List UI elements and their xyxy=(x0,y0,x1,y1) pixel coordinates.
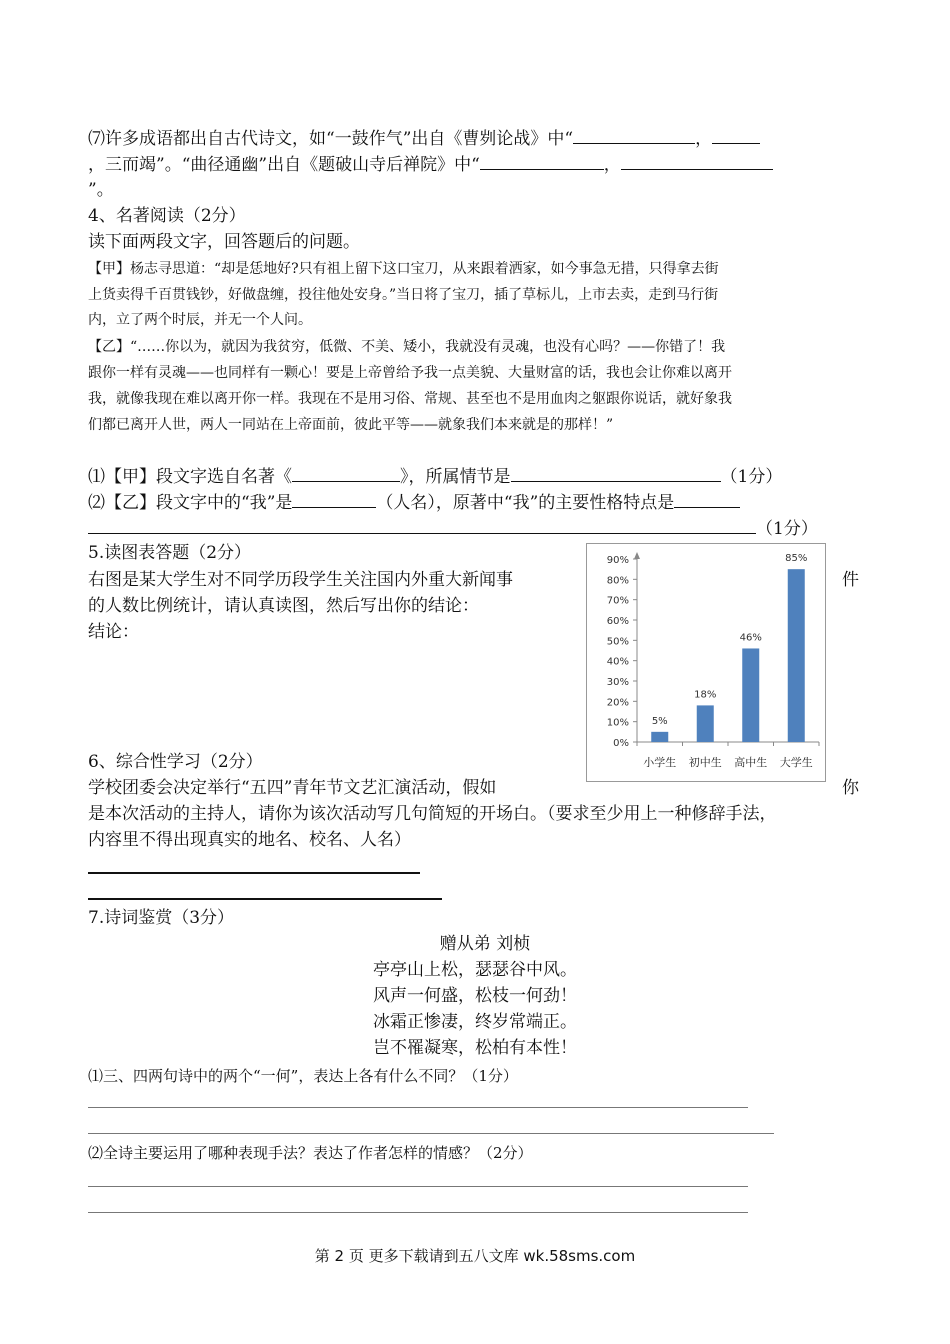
data-label: 18% xyxy=(694,689,717,701)
bar-初中生 xyxy=(697,705,714,742)
y-tick-label: 0% xyxy=(613,738,629,749)
q7-sub1: ⑴三、四两句诗中的两个“一何”，表达上各有什么不同？（1分） xyxy=(88,1067,518,1085)
passage-jia-line: 上货卖得千百贯钱钞，好做盘缠，投往他处安身。”当日将了宝刀，插了草标儿，上市去卖，走到马行街 xyxy=(88,287,719,303)
y-tick-label: 90% xyxy=(606,555,629,566)
q4-sub1-text: ⑴【甲】段文字选自名著《 xyxy=(88,467,292,487)
answer-line[interactable] xyxy=(88,1133,774,1134)
passage-yi-line: 【乙】“……你以为，就因为我贫穷，低微、不美、矮小，我就没有灵魂，也没有心吗？——你错了！我 xyxy=(88,339,726,355)
passage-jia-line: 内，立了两个时辰，并无一个人问。 xyxy=(88,312,312,328)
q6-text: 是本次活动的主持人，请你为该次活动写几句简短的开场白。（要求至少用上一种修辞手法， xyxy=(88,804,777,824)
q4-sub2-text: ⑵【乙】段文字中的“我”是 xyxy=(88,493,293,513)
trait-blank[interactable] xyxy=(674,491,740,508)
answer-blank[interactable] xyxy=(573,127,695,144)
x-category-label: 大学生 xyxy=(779,756,813,769)
y-tick-label: 80% xyxy=(606,575,629,587)
q4-sub1 xyxy=(88,465,782,488)
comma: ， xyxy=(695,129,713,149)
book-title-blank[interactable] xyxy=(292,465,400,482)
data-label: 46% xyxy=(739,632,762,644)
q3-7-text: ⑺许多成语都出自古代诗文，如“一鼓作气”出自《曹刿论战》中“ xyxy=(88,129,574,149)
poem-line: 岂不罹凝寒，松柏有本性！ xyxy=(373,1038,577,1058)
passage-yi-line: 跟你一样有灵魂——也同样有一颗心！要是上帝曾给予我一点美貌、大量财富的话，我也会让你难以离开 xyxy=(88,365,732,381)
q7-heading: 7.诗词鉴赏（3分） xyxy=(88,908,235,928)
answer-blank[interactable] xyxy=(480,153,604,170)
q4-sub1-text: 》，所属情节是 xyxy=(400,467,511,487)
score: （1分） xyxy=(720,467,783,487)
x-category-label: 高中生 xyxy=(734,756,768,769)
poem-line: 冰霜正惨凄，终岁常端正。 xyxy=(373,1012,577,1032)
q5-text: 的人数比例统计，请认真读图，然后写出你的结论： xyxy=(88,596,479,616)
y-tick-label: 50% xyxy=(606,636,629,648)
passage-jia-line: 【甲】杨志寻思道：“却是恁地好?只有祖上留下这口宝刀，从来跟着洒家，如今事急无措，只得拿去街 xyxy=(88,261,719,277)
answer-line[interactable] xyxy=(88,898,442,900)
answer-line[interactable] xyxy=(88,1186,748,1187)
q6-heading: 6、综合性学习（2分） xyxy=(88,752,263,772)
trait-blank-cont[interactable] xyxy=(88,517,756,534)
answer-blank[interactable] xyxy=(621,153,773,170)
q3-7-text: ，三而竭”。“曲径通幽”出自《题破山寺后禅院》中“ xyxy=(88,155,480,175)
data-label: 85% xyxy=(785,553,808,565)
y-tick-label: 70% xyxy=(606,595,629,607)
plot-blank[interactable] xyxy=(511,465,721,482)
answer-line[interactable] xyxy=(88,872,420,874)
y-tick-label: 40% xyxy=(606,656,629,668)
q3-7-line3: ”。 xyxy=(88,180,114,200)
poem-line: 亭亭山上松，瑟瑟谷中风。 xyxy=(373,960,577,980)
chart-canvas xyxy=(587,544,827,783)
q5-text-end: 件 xyxy=(842,570,859,590)
name-blank[interactable] xyxy=(292,491,376,508)
page-footer: 第 2 页 更多下载请到五八文库 wk.58sms.com xyxy=(314,1247,636,1265)
x-category-label: 小学生 xyxy=(643,756,677,769)
comma: ， xyxy=(603,155,621,175)
passage-yi-line: 们都已离开人世，两人一同站在上帝面前，彼此平等——就象我们本来就是的那样！” xyxy=(88,417,614,433)
q3-7-line2 xyxy=(88,153,773,176)
q6-text-end: 你 xyxy=(842,778,859,798)
poem-line: 风声一何盛，松枝一何劲！ xyxy=(373,986,577,1006)
answer-line[interactable] xyxy=(88,1107,748,1108)
bar-高中生 xyxy=(742,648,759,742)
q3-7-line1 xyxy=(88,127,760,150)
q4-intro: 读下面两段文字，回答题后的问题。 xyxy=(88,232,360,252)
q4-heading: 4、名著阅读（2分） xyxy=(88,206,246,226)
q5-text: 右图是某大学生对不同学历段学生关注国内外重大新闻事 xyxy=(88,570,513,590)
y-tick-label: 20% xyxy=(606,697,629,709)
q4-sub2 xyxy=(88,491,740,514)
x-category-label: 初中生 xyxy=(688,756,722,769)
q6-text: 内容里不得出现真实的地名、校名、人名） xyxy=(88,830,411,850)
y-axis-arrow xyxy=(634,552,640,559)
q7-sub2: ⑵全诗主要运用了哪种表现手法？表达了作者怎样的情感？（2分） xyxy=(88,1144,533,1162)
y-tick-label: 60% xyxy=(606,616,629,627)
data-label: 5% xyxy=(651,715,668,727)
q6-text: 学校团委会决定举行“五四”青年节文艺汇演活动，假如 xyxy=(88,778,497,798)
passage-yi-line: 我，就像我现在难以离开你一样。我现在不是用习俗、常规、甚至也不是用血肉之躯跟你说话，就好象我 xyxy=(88,391,732,407)
answer-blank[interactable] xyxy=(712,127,760,144)
y-tick-label: 10% xyxy=(606,717,629,729)
poem-title: 赠从弟 刘桢 xyxy=(439,934,531,954)
y-tick-label: 30% xyxy=(606,677,629,688)
bar-大学生 xyxy=(788,569,805,742)
q4-sub2-text: （人名），原著中“我”的主要性格特点是 xyxy=(376,493,675,513)
conclusion-label: 结论： xyxy=(88,622,139,642)
score: （1分） xyxy=(756,519,818,539)
q5-heading: 5.读图表答题（2分） xyxy=(88,543,252,563)
bar-小学生 xyxy=(651,732,668,742)
bar-chart xyxy=(586,543,826,782)
q4-sub2-cont xyxy=(88,517,818,540)
answer-line[interactable] xyxy=(88,1212,748,1213)
